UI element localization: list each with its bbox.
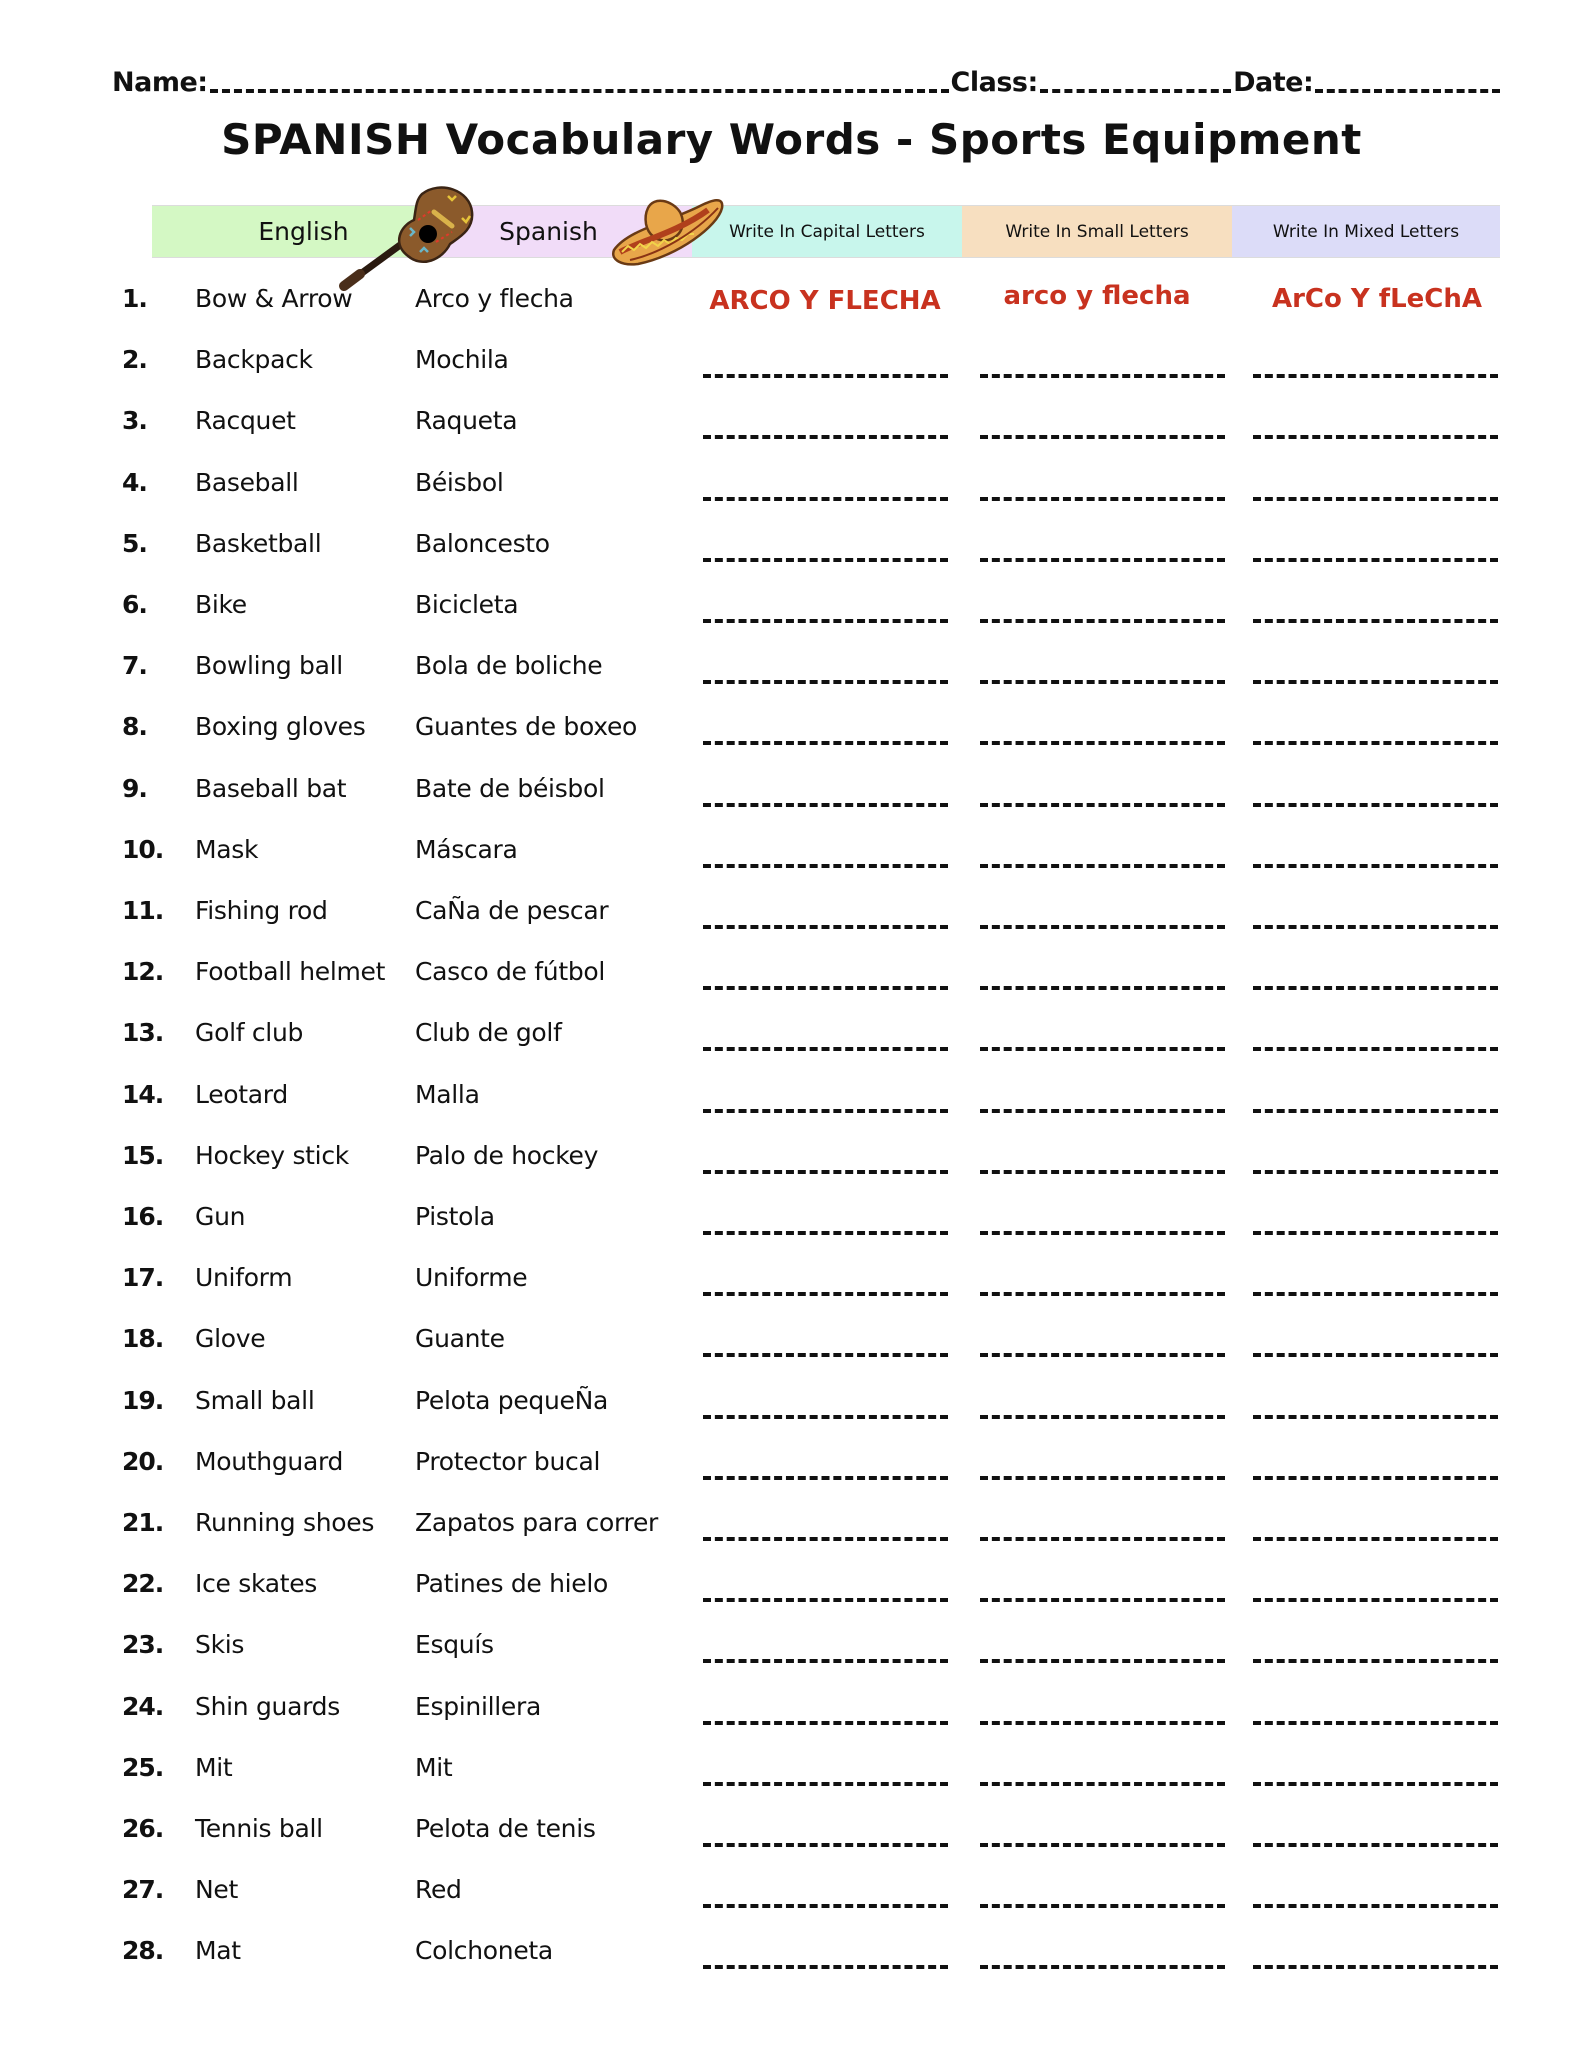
- small-letters-blank[interactable]: [980, 1659, 1225, 1663]
- capital-letters-blank[interactable]: [703, 925, 948, 929]
- vocabulary-row: [0, 712, 1583, 762]
- small-letters-blank[interactable]: [980, 1598, 1225, 1602]
- english-word: Golf club: [195, 1018, 304, 1048]
- english-word: Boxing gloves: [195, 712, 366, 742]
- english-word: Mit: [195, 1752, 233, 1782]
- english-word: Mat: [195, 1936, 241, 1966]
- vocabulary-row: [0, 957, 1583, 1007]
- vocabulary-row: [0, 1386, 1583, 1436]
- vocabulary-row: [0, 1630, 1583, 1680]
- row-number: 7.: [122, 651, 147, 681]
- mixed-letters-blank[interactable]: [1253, 1782, 1498, 1786]
- vocabulary-row: [0, 1018, 1583, 1068]
- vocabulary-row: [0, 651, 1583, 701]
- spanish-word: Raqueta: [415, 406, 518, 436]
- small-letters-blank[interactable]: [980, 1353, 1225, 1357]
- vocabulary-row: [0, 468, 1583, 518]
- english-word: Mask: [195, 834, 259, 864]
- capital-letters-blank[interactable]: [703, 1965, 948, 1969]
- guitar-icon: [330, 182, 480, 294]
- class-label: Class:: [950, 67, 1038, 98]
- row-number: 27.: [122, 1875, 164, 1905]
- capital-letters-blank[interactable]: [703, 741, 948, 745]
- small-letters-blank[interactable]: [980, 435, 1225, 439]
- mixed-letters-blank[interactable]: [1253, 1353, 1498, 1357]
- capital-letters-blank[interactable]: [703, 497, 948, 501]
- mixed-letters-blank[interactable]: [1253, 1537, 1498, 1541]
- small-letters-blank[interactable]: [980, 864, 1225, 868]
- mixed-letters-blank[interactable]: [1253, 497, 1498, 501]
- capital-letters-blank[interactable]: [703, 1353, 948, 1357]
- english-word: Net: [195, 1875, 238, 1905]
- row-number: 26.: [122, 1814, 164, 1843]
- small-letters-blank[interactable]: [980, 1047, 1225, 1051]
- spanish-word: Mochila: [415, 345, 509, 375]
- english-word: Racquet: [195, 406, 296, 436]
- capital-letters-blank[interactable]: [703, 374, 948, 378]
- mixed-letters-blank[interactable]: [1253, 1476, 1498, 1480]
- vocabulary-row: [0, 1141, 1583, 1191]
- english-word: Ice skates: [195, 1569, 318, 1599]
- vocabulary-row: [0, 1753, 1583, 1803]
- english-word: Bow & Arrow: [195, 284, 353, 313]
- capital-letters-blank[interactable]: [703, 864, 948, 868]
- vocabulary-row: [0, 345, 1583, 395]
- column-header-mixed: Write In Mixed Letters: [1232, 205, 1500, 258]
- vocabulary-row: [0, 1936, 1583, 1986]
- capital-letters-blank[interactable]: [703, 1904, 948, 1908]
- english-word: Hockey stick: [195, 1140, 349, 1170]
- vocabulary-row: [0, 281, 1583, 334]
- small-letters-blank[interactable]: [980, 1965, 1225, 1969]
- column-header-capital: Write In Capital Letters: [692, 205, 962, 258]
- vocabulary-row: [0, 1814, 1583, 1864]
- english-word: Skis: [195, 1630, 245, 1660]
- english-word: Basketball: [195, 528, 322, 558]
- mixed-letters-blank[interactable]: [1253, 1965, 1498, 1969]
- mixed-letters-blank[interactable]: [1253, 374, 1498, 378]
- mixed-letters-blank[interactable]: [1253, 619, 1498, 623]
- english-word: Shin guards: [195, 1691, 340, 1721]
- row-number: 3.: [122, 406, 147, 436]
- row-number: 10.: [122, 834, 164, 864]
- row-number: 2.: [122, 345, 147, 375]
- row-number: 13.: [122, 1018, 164, 1048]
- small-letters-blank[interactable]: [980, 1537, 1225, 1541]
- capital-letters-blank[interactable]: [703, 803, 948, 807]
- small-letters-blank[interactable]: [980, 680, 1225, 684]
- spanish-word: Bicicleta: [415, 590, 519, 619]
- capital-letters-blank[interactable]: [703, 1170, 948, 1174]
- vocabulary-row: [0, 406, 1583, 456]
- small-letters-blank[interactable]: [980, 803, 1225, 807]
- capital-letters-blank[interactable]: [703, 1843, 948, 1847]
- capital-letters-blank[interactable]: [703, 1659, 948, 1663]
- small-letters-blank[interactable]: [980, 1843, 1225, 1847]
- english-word: Gun: [195, 1202, 246, 1231]
- english-word: Fishing rod: [195, 896, 328, 925]
- capital-letters-blank[interactable]: [703, 1537, 948, 1541]
- vocabulary-row: [0, 1447, 1583, 1497]
- spanish-word: Arco y flecha: [415, 284, 574, 313]
- vocabulary-row: [0, 1080, 1583, 1130]
- mixed-letters-blank[interactable]: [1253, 803, 1498, 807]
- spanish-word: Guantes de boxeo: [415, 712, 638, 742]
- spanish-word: Esquís: [415, 1630, 494, 1660]
- vocabulary-row: [0, 1263, 1583, 1313]
- vocabulary-row: [0, 896, 1583, 946]
- capital-letters-blank[interactable]: [703, 435, 948, 439]
- row-number: 9.: [122, 773, 147, 803]
- english-word: Uniform: [195, 1263, 293, 1293]
- small-letters-blank[interactable]: [980, 1415, 1225, 1419]
- row-number: 16.: [122, 1202, 164, 1231]
- spanish-word: Club de golf: [415, 1018, 562, 1048]
- small-letters-blank[interactable]: [980, 1109, 1225, 1113]
- small-letters-blank[interactable]: [980, 1904, 1225, 1908]
- spanish-word: CaÑa de pescar: [415, 896, 609, 925]
- row-number: 28.: [122, 1936, 164, 1966]
- student-info-line: [112, 62, 1500, 98]
- spanish-word: Palo de hockey: [415, 1140, 599, 1170]
- name-field[interactable]: [210, 89, 949, 93]
- small-letters-blank[interactable]: [980, 1721, 1225, 1725]
- name-label: Name:: [112, 67, 208, 98]
- date-label: Date:: [1233, 67, 1314, 98]
- spanish-word: Espinillera: [415, 1691, 541, 1721]
- capital-letters-blank[interactable]: [703, 1231, 948, 1235]
- spanish-word: Bola de boliche: [415, 651, 603, 681]
- mixed-letters-blank[interactable]: [1253, 1904, 1498, 1908]
- row-number: 22.: [122, 1569, 164, 1599]
- row-number: 14.: [122, 1079, 164, 1109]
- english-word: Leotard: [195, 1079, 288, 1109]
- sombrero-icon: [608, 186, 726, 268]
- small-letters-blank[interactable]: [980, 925, 1225, 929]
- spanish-word: Uniforme: [415, 1263, 528, 1293]
- vocabulary-row: [0, 529, 1583, 579]
- date-field[interactable]: [1315, 89, 1500, 93]
- english-word: Baseball: [195, 467, 299, 497]
- spanish-word: Red: [415, 1875, 462, 1905]
- capital-letters-blank[interactable]: [703, 1721, 948, 1725]
- english-word: Bike: [195, 590, 247, 619]
- spanish-word: Colchoneta: [415, 1936, 553, 1966]
- spanish-word: Pelota pequeÑa: [415, 1385, 609, 1415]
- english-word: Mouthguard: [195, 1446, 344, 1476]
- vocabulary-row: [0, 1202, 1583, 1252]
- spanish-word: Protector bucal: [415, 1446, 601, 1476]
- english-word: Running shoes: [195, 1508, 375, 1537]
- row-number: 5.: [122, 528, 147, 558]
- english-word: Bowling ball: [195, 651, 343, 681]
- english-word: Small ball: [195, 1385, 315, 1415]
- row-number: 17.: [122, 1263, 164, 1293]
- row-number: 6.: [122, 590, 147, 619]
- english-word: Football helmet: [195, 957, 386, 987]
- row-number: 1.: [122, 284, 147, 313]
- english-word: Tennis ball: [195, 1814, 323, 1843]
- capital-letters-blank[interactable]: [703, 680, 948, 684]
- mixed-letters-blank[interactable]: [1253, 986, 1498, 990]
- row-number: 15.: [122, 1140, 164, 1170]
- vocabulary-row: [0, 1875, 1583, 1925]
- small-letters-blank[interactable]: [980, 558, 1225, 562]
- spanish-word: Mit: [415, 1752, 453, 1782]
- mixed-letters-blank[interactable]: [1253, 680, 1498, 684]
- capital-letters-blank[interactable]: [703, 1292, 948, 1296]
- row-number: 21.: [122, 1508, 164, 1537]
- capital-letters-blank[interactable]: [703, 1782, 948, 1786]
- example-small-letters: arco y flecha: [1003, 281, 1191, 311]
- vocabulary-row: [0, 835, 1583, 885]
- row-number: 8.: [122, 712, 147, 742]
- small-letters-blank[interactable]: [980, 1292, 1225, 1296]
- mixed-letters-blank[interactable]: [1253, 864, 1498, 868]
- mixed-letters-blank[interactable]: [1253, 1843, 1498, 1847]
- capital-letters-blank[interactable]: [703, 1598, 948, 1602]
- capital-letters-blank[interactable]: [703, 986, 948, 990]
- capital-letters-blank[interactable]: [703, 619, 948, 623]
- spanish-word: Casco de fútbol: [415, 957, 606, 987]
- mixed-letters-blank[interactable]: [1253, 1109, 1498, 1113]
- small-letters-blank[interactable]: [980, 1476, 1225, 1480]
- small-letters-blank[interactable]: [980, 741, 1225, 745]
- row-number: 19.: [122, 1385, 164, 1415]
- small-letters-blank[interactable]: [980, 374, 1225, 378]
- vocabulary-row: [0, 1324, 1583, 1374]
- column-header-english: English: [152, 205, 425, 258]
- row-number: 24.: [122, 1691, 164, 1721]
- spanish-word: Pistola: [415, 1202, 495, 1231]
- mixed-letters-blank[interactable]: [1253, 925, 1498, 929]
- spanish-word: Béisbol: [415, 467, 504, 497]
- mixed-letters-blank[interactable]: [1253, 1170, 1498, 1174]
- mixed-letters-blank[interactable]: [1253, 1598, 1498, 1602]
- small-letters-blank[interactable]: [980, 1170, 1225, 1174]
- spanish-word: Zapatos para correr: [415, 1508, 659, 1537]
- mixed-letters-blank[interactable]: [1253, 1721, 1498, 1725]
- row-number: 12.: [122, 957, 164, 987]
- vocabulary-row: [0, 1508, 1583, 1558]
- small-letters-blank[interactable]: [980, 619, 1225, 623]
- row-number: 20.: [122, 1446, 164, 1476]
- spanish-word: Malla: [415, 1079, 480, 1109]
- small-letters-blank[interactable]: [980, 986, 1225, 990]
- capital-letters-blank[interactable]: [703, 1476, 948, 1480]
- spanish-word: Baloncesto: [415, 528, 550, 558]
- row-number: 25.: [122, 1752, 164, 1782]
- vocabulary-row: [0, 1569, 1583, 1619]
- spanish-word: Guante: [415, 1324, 505, 1354]
- small-letters-blank[interactable]: [980, 1782, 1225, 1786]
- column-header-small: Write In Small Letters: [962, 205, 1232, 258]
- mixed-letters-blank[interactable]: [1253, 435, 1498, 439]
- row-number: 4.: [122, 467, 147, 497]
- mixed-letters-blank[interactable]: [1253, 1231, 1498, 1235]
- capital-letters-blank[interactable]: [703, 558, 948, 562]
- class-field[interactable]: [1040, 89, 1231, 93]
- vocabulary-row: [0, 590, 1583, 640]
- capital-letters-blank[interactable]: [703, 1047, 948, 1051]
- mixed-letters-blank[interactable]: [1253, 1659, 1498, 1663]
- spanish-word: Patines de hielo: [415, 1569, 609, 1599]
- spanish-word: Bate de béisbol: [415, 773, 605, 803]
- mixed-letters-blank[interactable]: [1253, 1047, 1498, 1051]
- english-word: Backpack: [195, 345, 313, 375]
- example-capital-letters: ARCO Y FLECHA: [709, 286, 941, 316]
- row-number: 23.: [122, 1630, 164, 1660]
- mixed-letters-blank[interactable]: [1253, 1292, 1498, 1296]
- capital-letters-blank[interactable]: [703, 1109, 948, 1113]
- example-mixed-letters: ArCo Y fLeChA: [1271, 284, 1483, 314]
- spanish-word: Máscara: [415, 834, 518, 864]
- mixed-letters-blank[interactable]: [1253, 1415, 1498, 1419]
- vocabulary-row: [0, 1692, 1583, 1742]
- mixed-letters-blank[interactable]: [1253, 741, 1498, 745]
- spanish-word: Pelota de tenis: [415, 1814, 596, 1843]
- column-header-spanish: Spanish: [425, 205, 692, 258]
- page-title: SPANISH Vocabulary Words - Sports Equipment: [221, 115, 1362, 164]
- english-word: Baseball bat: [195, 773, 347, 803]
- capital-letters-blank[interactable]: [703, 1415, 948, 1419]
- row-number: 18.: [122, 1324, 164, 1354]
- mixed-letters-blank[interactable]: [1253, 558, 1498, 562]
- english-word: Glove: [195, 1324, 266, 1354]
- small-letters-blank[interactable]: [980, 1231, 1225, 1235]
- row-number: 11.: [122, 896, 164, 925]
- vocabulary-row: [0, 774, 1583, 824]
- small-letters-blank[interactable]: [980, 497, 1225, 501]
